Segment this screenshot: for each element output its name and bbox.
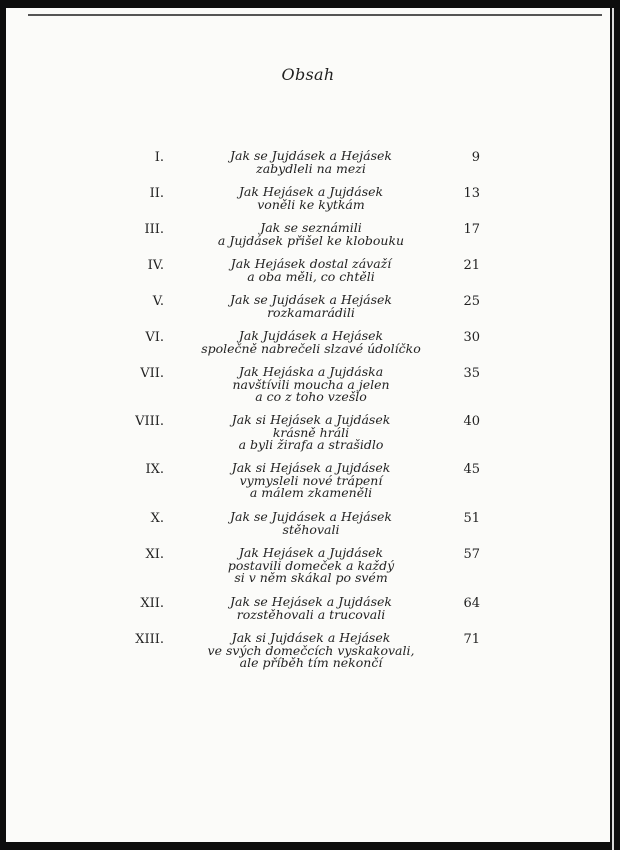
- chapter-numeral: IV.: [147, 258, 164, 273]
- chapter-title-line: Jak se seznámili: [260, 220, 362, 235]
- chapter-title-line: Jak se Jujdásek a Hejásek: [230, 148, 392, 163]
- chapter-title-line: Jak Hejásek a Jujdásek: [238, 184, 384, 199]
- chapter-numeral: XII.: [140, 596, 164, 611]
- chapter-page-number: 30: [463, 330, 480, 345]
- chapter-title-line: a Jujdásek přišel ke klobouku: [217, 232, 405, 248]
- chapter-title-line: společně nabrečeli slzavé údolíčko: [201, 340, 421, 356]
- chapter-title-line: navštívili moucha a jelen: [232, 376, 390, 392]
- chapter-page-number: 9: [471, 150, 480, 165]
- chapter-page-number: 40: [463, 414, 480, 429]
- chapter-numeral: IX.: [145, 462, 164, 477]
- chapter-title: [186, 596, 436, 621]
- chapter-title-line: si v něm skákal po svém: [234, 570, 388, 585]
- chapter-title-line: Jak si Hejásek a Jujdásek: [231, 460, 391, 475]
- chapter-title-line: stěhovali: [282, 521, 340, 537]
- chapter-numeral: XI.: [145, 547, 164, 562]
- chapter-page-number: 57: [463, 547, 480, 562]
- chapter-title-line: postavili domeček a každý: [227, 557, 395, 573]
- chapter-title-line: Jak si Jujdásek a Hejásek: [231, 630, 391, 645]
- chapter-title-line: zabydleli na mezi: [256, 160, 366, 176]
- chapter-numeral: I.: [154, 150, 164, 165]
- chapter-title: [186, 511, 436, 536]
- chapter-title-line: a co z toho vzešlo: [255, 389, 367, 404]
- chapter-numeral: XIII.: [135, 632, 164, 647]
- chapter-title: [186, 547, 436, 585]
- chapter-title: [186, 186, 436, 211]
- chapter-title-line: krásně hráli: [272, 424, 350, 440]
- chapter-numeral: VIII.: [135, 414, 164, 429]
- chapter-numeral: X.: [150, 511, 164, 526]
- chapter-page-number: 35: [463, 366, 480, 381]
- chapter-title: [186, 414, 436, 452]
- chapter-numeral: II.: [149, 186, 164, 201]
- chapter-title-line: Jak se Hejásek a Jujdásek: [230, 594, 392, 609]
- chapter-title-line: Jak se Jujdásek a Hejásek: [230, 509, 392, 524]
- chapter-title: [186, 330, 436, 355]
- chapter-title: [186, 632, 436, 670]
- chapter-page-number: 71: [463, 632, 480, 647]
- chapter-title-line: a byli žirafa a strašidlo: [238, 437, 384, 452]
- chapter-page-number: 25: [463, 294, 480, 309]
- chapter-numeral: V.: [152, 294, 164, 309]
- chapter-page-number: 45: [463, 462, 480, 477]
- chapter-title-line: a málem zkameněli: [249, 485, 373, 500]
- toc-heading: Obsah: [281, 65, 335, 84]
- chapter-title-line: rozstěhovali a trucovali: [236, 606, 386, 622]
- chapter-numeral: III.: [144, 222, 164, 237]
- page-edge-shadow: [612, 8, 614, 850]
- book-page: [6, 8, 610, 842]
- chapter-title-line: vymysleli nové trápení: [239, 472, 383, 488]
- chapter-page-number: 64: [463, 596, 480, 611]
- chapter-title-line: Jak Hejásek a Jujdásek: [238, 545, 384, 560]
- chapter-numeral: VII.: [140, 366, 164, 381]
- chapter-title-line: ve svých domečcích vyskakovali,: [207, 642, 415, 658]
- chapter-numeral: VI.: [145, 330, 164, 345]
- chapter-title-line: Jak se Jujdásek a Hejásek: [230, 292, 392, 307]
- chapter-title-line: Jak si Hejásek a Jujdásek: [231, 412, 391, 427]
- chapter-title-line: voněli ke kytkám: [257, 196, 365, 212]
- top-edge-line: [28, 14, 602, 16]
- chapter-page-number: 13: [463, 186, 480, 201]
- chapter-title: [186, 258, 436, 283]
- chapter-title-line: Jak Hejáska a Jujdáska: [238, 364, 384, 379]
- chapter-page-number: 17: [463, 222, 480, 237]
- chapter-title: [186, 222, 436, 247]
- chapter-title-line: rozkamarádili: [267, 304, 355, 320]
- chapter-page-number: 51: [463, 511, 480, 526]
- chapter-title: [186, 150, 436, 175]
- chapter-title-line: Jak Jujdásek a Hejásek: [238, 328, 384, 343]
- chapter-title: [186, 366, 436, 404]
- chapter-title: [186, 462, 436, 500]
- chapter-title: [186, 294, 436, 319]
- chapter-title-line: ale příběh tím nekončí: [239, 655, 383, 670]
- chapter-page-number: 21: [463, 258, 480, 273]
- chapter-title-line: a oba měli, co chtěli: [247, 268, 375, 284]
- chapter-title-line: Jak Hejásek dostal závaží: [230, 256, 392, 271]
